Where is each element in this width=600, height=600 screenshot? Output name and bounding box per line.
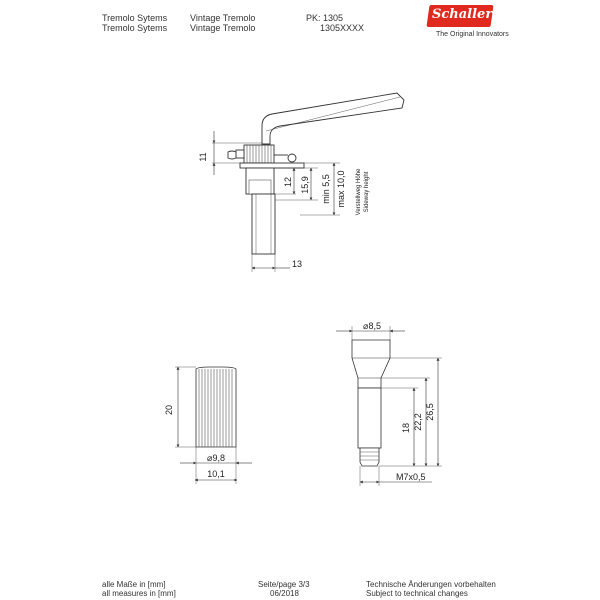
plate-screw — [288, 154, 296, 162]
dim-20: 20 — [164, 404, 174, 416]
header-title-2: Tremolo Sytems — [102, 23, 168, 33]
dim-12: 12 — [283, 176, 293, 188]
dim-dia-9-8: ⌀9,8 — [207, 453, 225, 463]
brand-wordmark: Schaller — [432, 7, 493, 22]
header-model-1: Vintage Tremolo — [190, 13, 256, 23]
footer-units-de: alle Maße in [mm] — [102, 580, 166, 589]
dim-18: 18 — [401, 422, 411, 434]
dim-13: 13 — [292, 259, 303, 269]
footer-notice-de: Technische Änderungen vorbehalten — [366, 580, 496, 589]
footer-page: Seite/page 3/3 — [258, 580, 310, 589]
brand-tagline: The Original Innovators — [436, 31, 509, 38]
bolt-view — [352, 340, 390, 466]
dim-26-5: 26,5 — [425, 403, 435, 421]
tremolo-arm — [262, 93, 404, 144]
note-height-de: Verstellweg Höhe — [356, 168, 362, 216]
arm-shaft — [252, 194, 275, 254]
dim-thread: M7x0,5 — [396, 472, 426, 482]
dim-11: 11 — [198, 152, 208, 162]
dim-10-1: 10,1 — [207, 469, 225, 479]
dim-min: min 5,5 — [321, 174, 331, 204]
header-pk: PK: 1305 — [306, 13, 344, 23]
dim-15-9: 15,9 — [300, 176, 310, 194]
footer-notice-en: Subject to technical changes — [366, 589, 468, 598]
footer-date: 06/2018 — [270, 589, 299, 598]
dim-dia-8-5: ⌀8,5 — [363, 321, 381, 331]
footer-units-en: all measures in [mm] — [102, 589, 176, 598]
dim-22-2: 22,2 — [413, 413, 423, 431]
header-title-1: Tremolo Sytems — [102, 13, 168, 23]
arm-assembly-view — [228, 93, 404, 254]
note-height-en: Sideway height — [364, 171, 370, 213]
clamp-plate — [240, 163, 304, 168]
dim-max: max 10,0 — [336, 170, 346, 208]
knurled-cap-view — [196, 367, 236, 447]
header-article: 1305XXXX — [320, 23, 365, 33]
header-model-2: Vintage Tremolo — [190, 23, 256, 33]
